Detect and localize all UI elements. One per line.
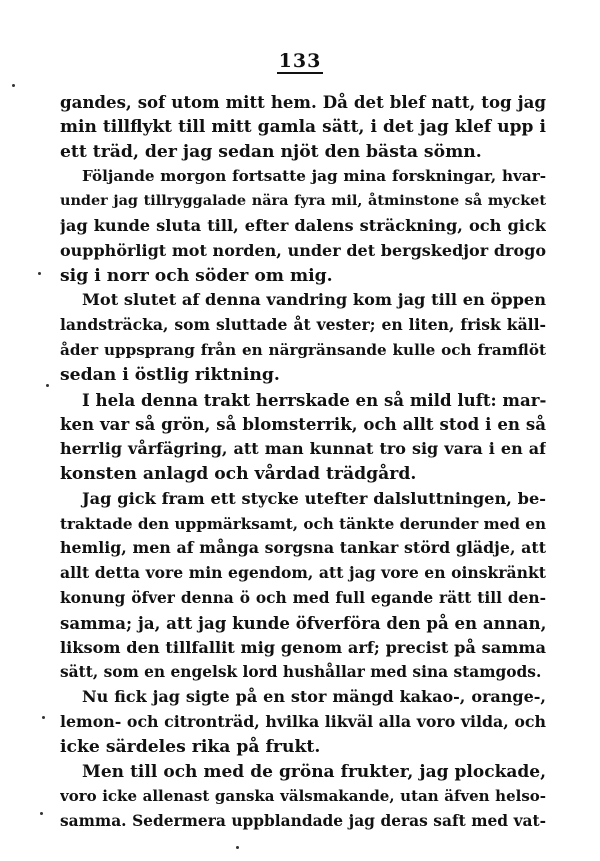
text-line: Men till och med de gröna frukter, jag plockade, bbox=[82, 761, 546, 782]
page-number bbox=[0, 50, 600, 72]
page-number-text: 133 bbox=[278, 50, 322, 72]
text-line: allt detta vore min egendom, att jag vore en oinskränkt bbox=[60, 563, 546, 583]
text-line: jag kunde sluta till, efter dalens sträckning, och gick bbox=[60, 215, 546, 235]
text-line: gandes, sof utom mitt hem. Då det blef natt, tog jag bbox=[60, 92, 546, 112]
text-line: lemon- och citronträd, hvilka likväl alla voro vilda, och bbox=[60, 711, 546, 731]
print-speck bbox=[42, 716, 45, 719]
print-speck bbox=[46, 384, 49, 387]
print-speck bbox=[236, 846, 239, 849]
text-line: konsten anlagd och vårdad trädgård. bbox=[60, 463, 417, 484]
text-line: I hela denna trakt herrskade en så mild luft: mar- bbox=[82, 389, 546, 410]
text-line: åder uppsprang från en närgränsande kulle och framflöt bbox=[60, 340, 546, 359]
text-line: Följande morgon fortsatte jag mina forskningar, hvar- bbox=[82, 167, 546, 186]
text-line: ken var så grön, så blomsterrik, och allt stod i en så bbox=[60, 414, 546, 435]
body-text bbox=[60, 90, 546, 834]
text-line: sig i norr och söder om mig. bbox=[60, 265, 333, 286]
print-speck bbox=[38, 272, 41, 275]
text-line: hemlig, men af många sorgsna tankar störd glädje, att bbox=[60, 538, 546, 558]
text-line: icke särdeles rika på frukt. bbox=[60, 736, 321, 757]
text-line: min tillflykt till mitt gamla sätt, i det jag klef upp i bbox=[60, 116, 546, 137]
text-line: herrlig vårfägring, att man kunnat tro sig vara i en af bbox=[60, 439, 546, 459]
text-line: liksom den tillfallit mig genom arf; precist på samma bbox=[60, 637, 546, 657]
text-line: sedan i östlig riktning. bbox=[60, 364, 280, 385]
text-line: ett träd, der jag sedan njöt den bästa sömn. bbox=[60, 141, 482, 162]
text-line: sätt, som en engelsk lord hushållar med sina stamgods. bbox=[60, 663, 542, 682]
text-line: under jag tillryggalade nära fyra mil, åtminstone så mycket bbox=[60, 192, 546, 210]
text-line: voro icke allenast ganska välsmakande, utan äfven helso- bbox=[60, 787, 546, 806]
print-speck bbox=[40, 812, 43, 815]
text-line: oupphörligt mot norden, under det bergskedjor drogo bbox=[60, 240, 546, 260]
text-line: konung öfver denna ö och med full egande rätt till den- bbox=[60, 588, 546, 607]
text-line: samma. Sedermera uppblandade jag deras saft med vat- bbox=[60, 812, 546, 831]
text-line: Nu fick jag sigte på en stor mängd kakao-, orange-, bbox=[82, 687, 546, 707]
text-line: samma; ja, att jag kunde öfverföra den på en annan, bbox=[60, 612, 546, 633]
text-line: landsträcka, som sluttade åt vester; en liten, frisk käll- bbox=[60, 315, 546, 335]
text-line: Jag gick fram ett stycke utefter dalsluttningen, be- bbox=[82, 488, 546, 508]
print-speck bbox=[12, 84, 15, 87]
text-line: Mot slutet af denna vandring kom jag till en öppen bbox=[82, 290, 546, 310]
text-line: traktade den uppmärksamt, och tänkte derunder med en bbox=[60, 514, 546, 533]
